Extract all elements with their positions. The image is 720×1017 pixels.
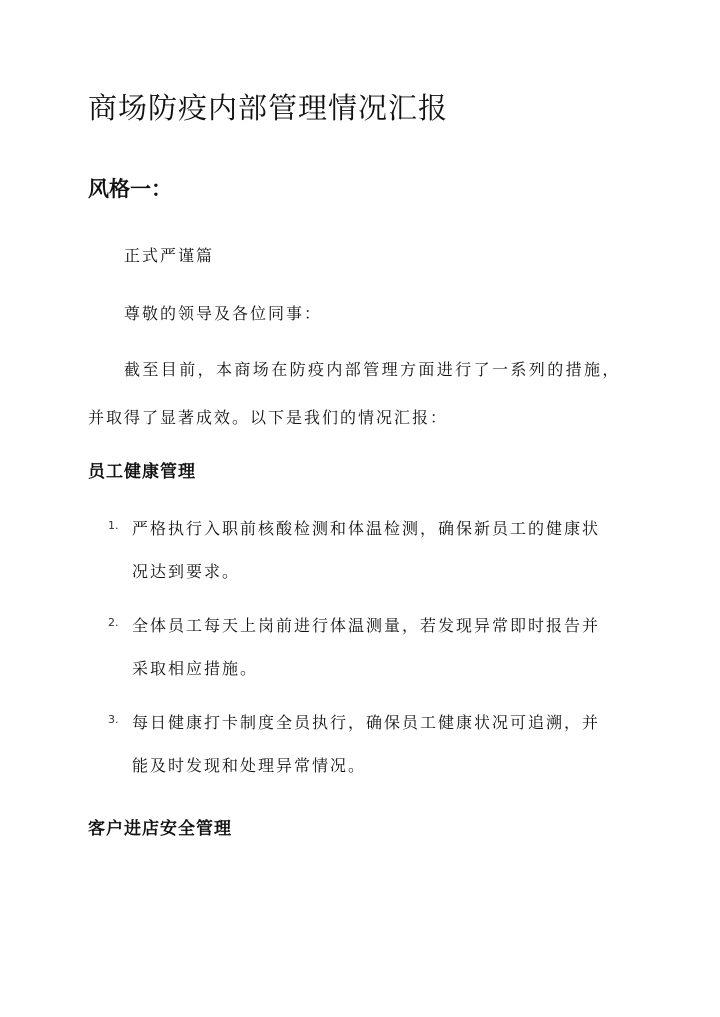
list-item-line-2: 况达到要求。 — [132, 562, 241, 581]
list-item-line-1: 每日健康打卡制度全员执行，确保员工健康状况可追溯，并 — [132, 713, 601, 732]
list-number: 2. — [108, 616, 119, 629]
list-number: 3. — [108, 713, 119, 726]
intro-line-1: 截至目前，本商场在防疫内部管理方面进行了一系列的措施， — [124, 360, 621, 379]
list-item-line-2: 能及时发现和处理异常情况。 — [132, 756, 367, 775]
list-item-line-1: 全体员工每天上岗前进行体温测量，若发现异常即时报告并 — [132, 616, 601, 635]
list-item-line-2: 采取相应措施。 — [132, 659, 259, 678]
salutation: 尊敬的领导及各位同事： — [124, 304, 323, 323]
document-title: 商场防疫内部管理情况汇报 — [88, 91, 449, 125]
section-heading-customer-safety: 客户进店安全管理 — [88, 819, 232, 839]
subtitle: 正式严谨篇 — [124, 246, 215, 265]
style-heading: 风格一： — [88, 176, 172, 201]
list-item-line-1: 严格执行入职前核酸检测和体温检测，确保新员工的健康状 — [132, 519, 601, 538]
intro-line-2: 并取得了显著成效。以下是我们的情况汇报： — [88, 408, 449, 427]
section-heading-employee-health: 员工健康管理 — [88, 462, 196, 482]
list-number: 1. — [108, 519, 119, 532]
